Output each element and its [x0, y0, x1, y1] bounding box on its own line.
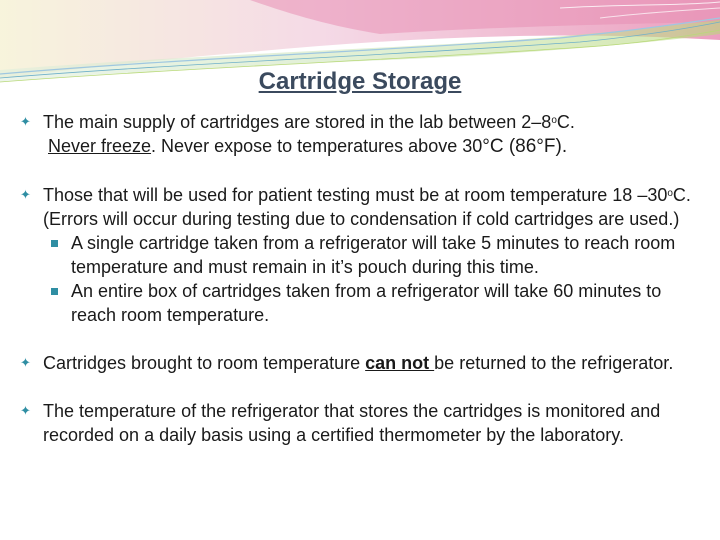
superscript: o: [551, 115, 557, 126]
bullet-text: The main supply of cartridges are stored in the lab between 2–8: [43, 112, 552, 132]
slide-content: [14, 110, 704, 471]
bullet-no-return: [14, 351, 704, 375]
sub-bullet-text: A single cartridge taken from a refrigerator will take 5 minutes to reach room temperature and must remain in it’s pouch during this time.: [71, 233, 676, 277]
bullet-arrow-icon: ✦: [20, 187, 31, 202]
bullet-text: . Never expose to temperatures above 30: [151, 136, 483, 156]
bullet-text: C. (Errors will occur during testing due to condensation if cold cartridges are used.): [43, 185, 691, 229]
bullet-room-temperature: [14, 183, 704, 327]
bullet-text: Cartridges brought to room temperature: [43, 353, 366, 373]
bullet-monitoring: [14, 399, 704, 447]
slide-title: Cartridge Storage: [258, 68, 462, 95]
bullet-text: C.: [556, 112, 575, 132]
superscript: o: [667, 188, 673, 199]
bullet-text: The temperature of the refrigerator that stores the cartridges is monitored and recorded on a daily basis using a certified thermometer by the laboratory.: [43, 401, 661, 445]
sub-bullet-text: An entire box of cartridges taken from a refrigerator will take 60 minutes to reach room temperature.: [71, 281, 662, 325]
underlined-text: can not: [365, 353, 435, 373]
square-bullet-icon: [51, 288, 58, 295]
temperature-text: °C (86°F).: [482, 136, 568, 157]
bullet-storage-supply: [14, 110, 704, 159]
bullet-arrow-icon: ✦: [20, 114, 31, 129]
bullet-text: Those that will be used for patient testing must be at room temperature 18 –30: [43, 185, 668, 205]
bullet-arrow-icon: ✦: [20, 403, 31, 418]
bullet-arrow-icon: ✦: [20, 355, 31, 370]
square-bullet-icon: [51, 240, 58, 247]
bullet-text: be returned to the refrigerator.: [434, 353, 674, 373]
underlined-text: Never freeze: [48, 136, 152, 156]
sub-bullet-entire-box: [43, 279, 704, 327]
sub-bullet-single-cartridge: [43, 231, 704, 279]
